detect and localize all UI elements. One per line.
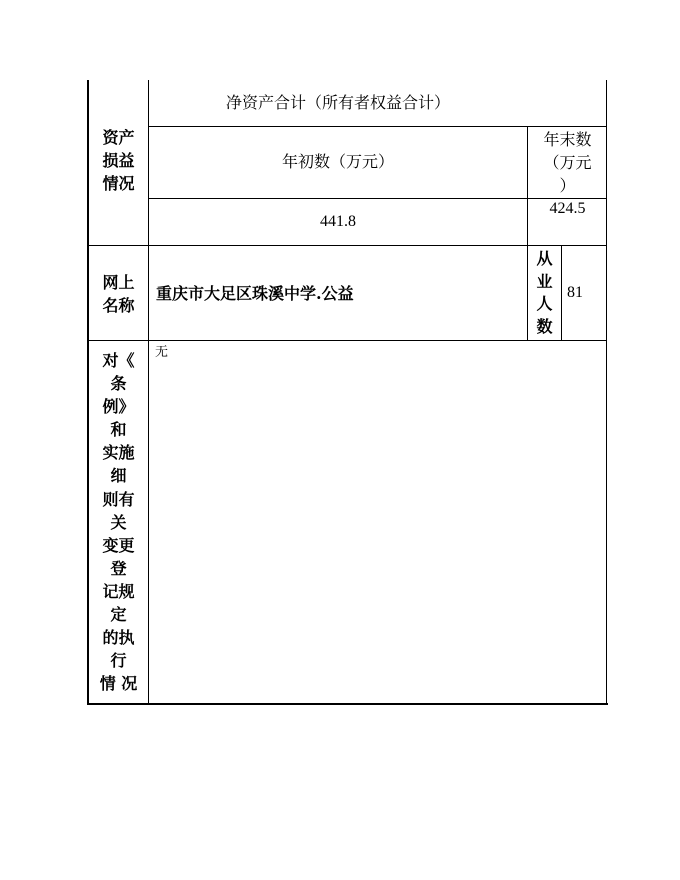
row-divider — [148, 198, 607, 199]
header-line: ） — [559, 176, 576, 195]
table-border-bottom — [87, 703, 608, 705]
label-line: 定 — [110, 605, 127, 625]
label-line: 对《 — [102, 351, 135, 370]
label-line: 网上 — [102, 273, 135, 292]
label-line: 条 — [110, 374, 127, 394]
label-line: 则有 — [102, 489, 135, 509]
label-line: 登 — [110, 558, 127, 578]
label-line: 名称 — [102, 296, 135, 315]
net-assets-header: 净资产合计（所有者权益合计） — [225, 93, 450, 112]
label-line: 损益 — [102, 151, 135, 170]
label-line: 和 — [110, 420, 127, 440]
begin-year-value: 441.8 — [320, 213, 356, 230]
label-line: 情 况 — [99, 674, 138, 694]
begin-year-header: 年初数（万元） — [281, 152, 394, 171]
header-line: 年末数 — [543, 130, 592, 149]
label-line: 变更 — [102, 535, 135, 555]
online-name-label — [89, 271, 148, 317]
label-line: 关 — [110, 512, 127, 532]
label-line: 例》 — [102, 397, 135, 417]
end-year-header — [528, 128, 607, 197]
label-line: 人 — [536, 294, 553, 313]
row-divider — [87, 340, 607, 341]
row-divider — [148, 126, 607, 127]
row-divider — [87, 245, 607, 246]
staff-count-label — [528, 248, 561, 338]
end-year-value: 424.5 — [549, 200, 586, 217]
staff-value-divider — [561, 245, 562, 341]
label-line: 业 — [536, 271, 553, 291]
label-line: 从 — [536, 249, 553, 268]
label-line: 记规 — [102, 581, 135, 601]
label-column-divider — [148, 80, 149, 704]
label-line: 的执 — [102, 628, 135, 648]
regulation-value: 无 — [155, 345, 169, 360]
online-name-value: 重庆市大足区珠溪中学.公益 — [156, 284, 354, 303]
label-line: 实施 — [102, 443, 135, 463]
regulation-label — [89, 349, 148, 695]
label-line: 行 — [110, 651, 127, 671]
label-line: 情况 — [102, 174, 135, 193]
label-line: 数 — [536, 316, 553, 336]
staff-count-value: 81 — [567, 284, 583, 301]
label-line: 资产 — [102, 128, 135, 147]
assets-section-label — [89, 126, 148, 195]
header-line: （万元 — [543, 153, 592, 172]
label-line: 细 — [110, 466, 127, 486]
